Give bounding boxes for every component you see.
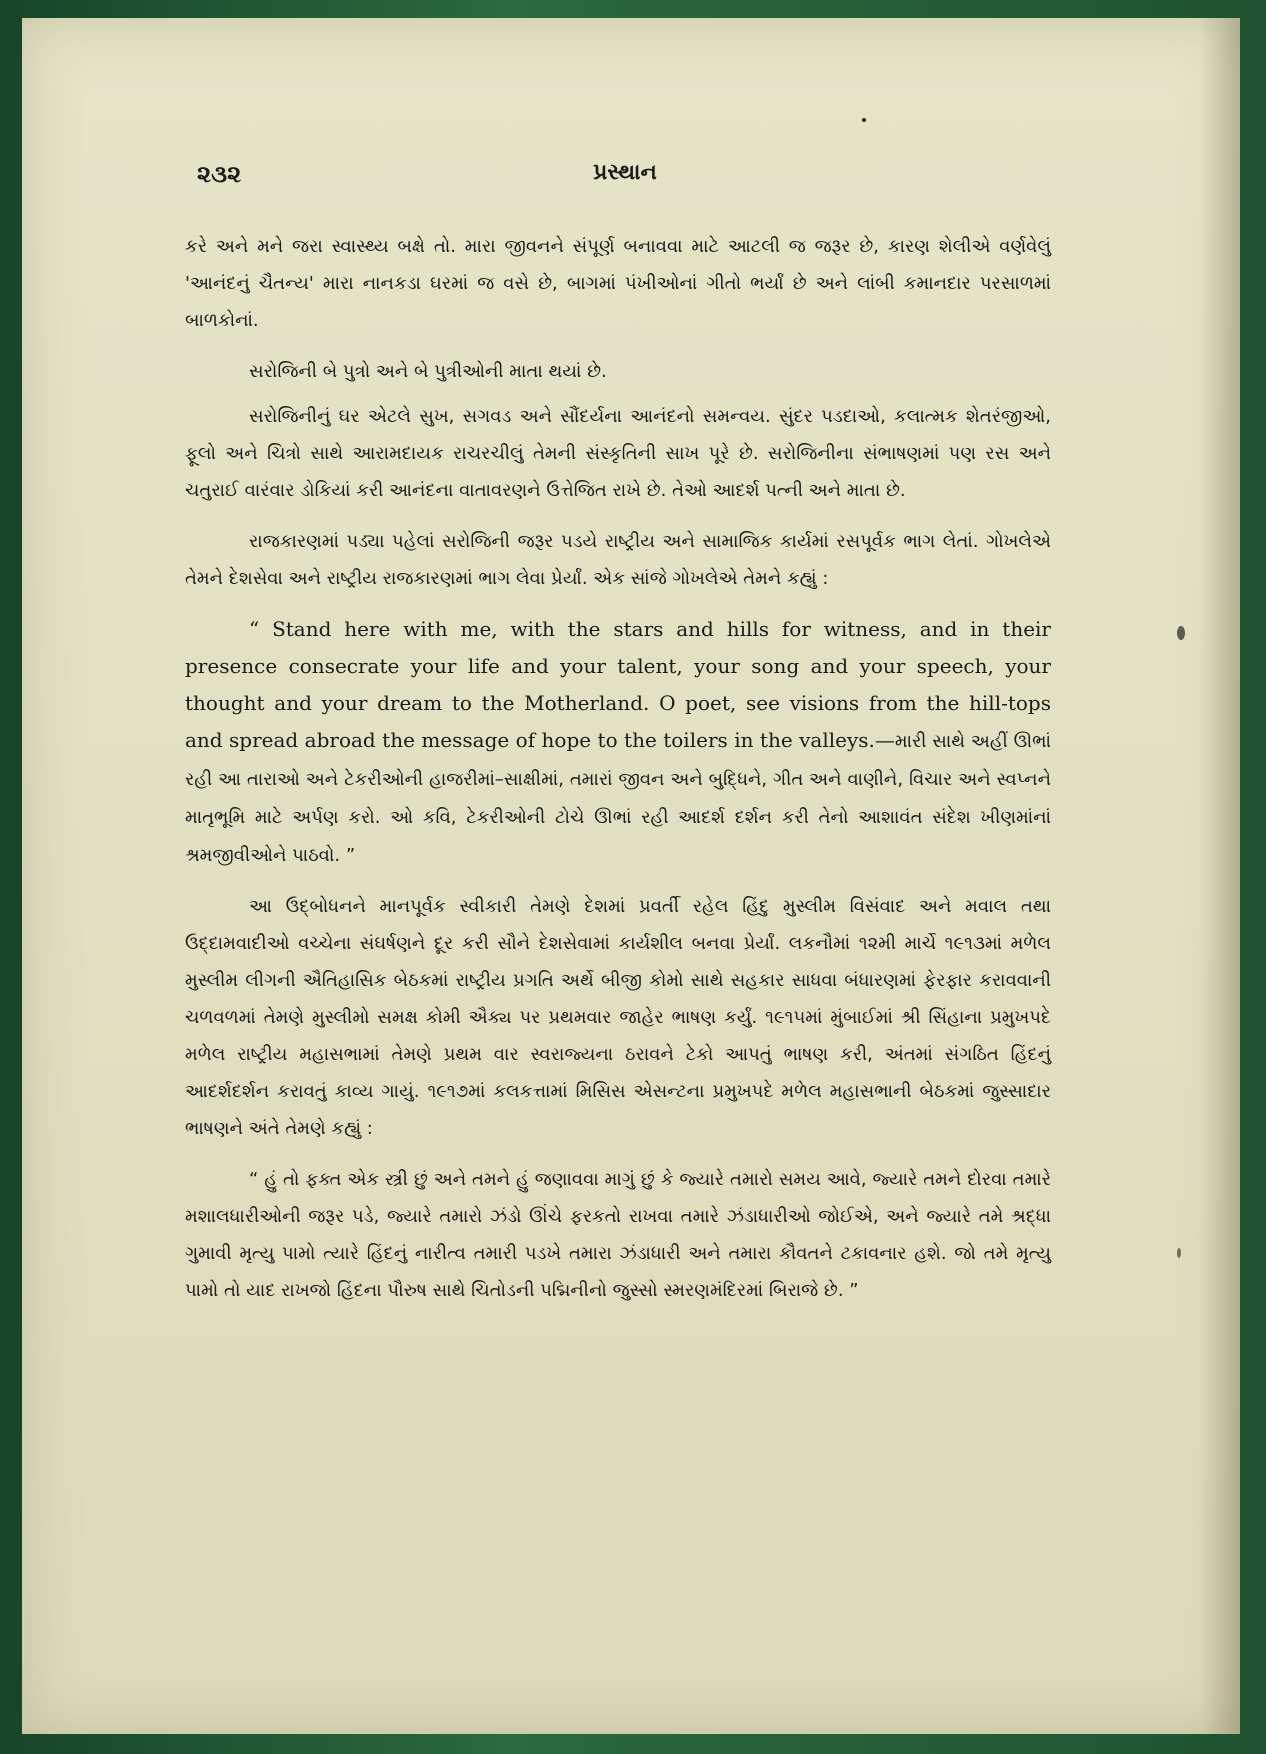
gutter-shadow [1200, 18, 1240, 1734]
paragraph-1: કરે અને મને જરા સ્વાસ્થ્ય બક્ષે તો. મારા જીવનને સંપૂર્ણ બનાવવા માટે આટલી જ જરૂર છે, કારણ શેલીએ વર્ણવેલું 'આનંદનું ચૈતન્ય' મારા નાનકડા ઘરમાં જ વસે છે, બાગમાં પંખીઓનાં ગીતો ભર્યાં છે અને લાંબી કમાનદાર પરસાળમાં બાળકોનાં. [185, 236, 1051, 331]
quote-gujarati: મારી સાથે અહીં ઊભાં રહી આ તારાઓ અને ટેકરીઓની હાજરીમાં–સાક્ષીમાં, તમારાં જીવન અને બુદ્ધિને, ગીત અને વાણીને, વિચાર અને સ્વપ્નને માતૃભૂમિ માટે અર્પણ કરો. ઓ કવિ, ટેકરીઓની ટોચે ઊભાં રહી આદર્શ દર્શન કરી તેનો આશાવંત સંદેશ ખીણમાંનાં શ્રમજીવીઓને પાઠવો. ” [185, 731, 1051, 866]
page-body [185, 228, 1051, 1309]
specks [862, 118, 866, 122]
specks [1177, 626, 1185, 640]
running-head: પ્રસ્થાન [593, 160, 657, 185]
page-number: ૨૩૨ [197, 160, 242, 188]
quote-sarojini: “ હું તો ફક્ત એક સ્ત્રી છું અને તમને હું જણાવવા માગું છું કે જ્યારે તમારો સમય આવે, જ્યારે તમને દોરવા તમારે મશાલધારીઓની જરૂર પડે, જ્યારે તમારો ઝંડો ઊંચે ફરકતો રાખવા તમારે ઝંડાધારીઓ જોઈએ, અને જ્યારે તમે શ્રદ્ધા ગુમાવી મૃત્યુ પામો ત્યારે હિંદનું નારીત્વ તમારી પડખે તમારા ઝંડાધારી અને તમારા કૌવતને ટકાવનાર હશે. જો તમે મૃત્યુ પામો તો યાદ રાખજો હિંદના પૌરુષ સાથે ચિતોડની પદ્મિનીનો જુસ્સો સ્મરણમંદિરમાં બિરાજે છે. ” [185, 1169, 1051, 1301]
quote-english: “ Stand here with me, with the stars and hills for witness, and in their presence consecrate your life and your talent, your song and your speech, your thought and your dream to the Motherland. O poet, see visions from the hill-tops and spread abroad the message of hope to the toilers in the valleys.— [185, 617, 1051, 752]
paragraph-6: આ ઉદ્‌બોધનને માનપૂર્વક સ્વીકારી તેમણે દેશમાં પ્રવર્તી રહેલ હિંદુ મુસ્લીમ વિસંવાદ અને મવાલ તથા ઉદ્દામવાદીઓ વચ્ચેના સંઘર્ષણને દૂર કરી સૌને દેશસેવામાં કાર્યશીલ બનવા પ્રેર્યાં. લકનૌમાં ૧૨મી માર્ચે ૧૯૧૩માં મળેલ મુસ્લીમ લીગની ઐતિહાસિક બેઠકમાં રાષ્ટ્રીય પ્રગતિ અર્થે બીજી કોમો સાથે સહકાર સાધવા બંધારણમાં ફેરફાર કરાવવાની ચળવળમાં તેમણે મુસ્લીમો સમક્ષ કોમી ઐક્ય પર પ્રથમવાર જાહેર ભાષણ કર્યું. ૧૯૧૫માં મુંબાઈમાં શ્રી સિંહાના પ્રમુખપદે મળેલ રાષ્ટ્રીય મહાસભામાં તેમણે પ્રથમ વાર સ્વરાજ્યના ઠરાવને ટેકો આપતું ભાષણ કરી, અંતમાં સંગઠિત હિંદનું આદર્શદર્શન કરાવતું કાવ્ય ગાયું. ૧૯૧૭માં કલકત્તામાં મિસિસ એસન્ટના પ્રમુખપદે મળેલ મહાસભાની બેઠકમાં જુસ્સાદાર ભાષણને અંતે તેમણે કહ્યું : [185, 896, 1051, 1139]
page-header [185, 160, 1065, 200]
paragraph-2: સરોજિની બે પુત્રો અને બે પુત્રીઓની માતા થયાં છે. [249, 361, 607, 382]
specks [1177, 1248, 1181, 1258]
paragraph-4: રાજકારણમાં પડ્યા પહેલાં સરોજિની જરૂર પડયે રાષ્ટ્રીય અને સામાજિક કાર્યમાં રસપૂર્વક ભાગ લેતાં. ગોખલેએ તેમને દેશસેવા અને રાષ્ટ્રીય રાજકારણમાં ભાગ લેવા પ્રેર્યાં. એક સાંજે ગોખલેએ તેમને કહ્યું : [185, 531, 1051, 589]
paragraph-3: સરોજિનીનું ઘર એટલે સુખ, સગવડ અને સૌંદર્યના આનંદનો સમન્વય. સુંદર પડદાઓ, કલાત્મક શેતરંજીઓ, ફૂલો અને ચિત્રો સાથે આરામદાયક રાચરચીલું તેમની સંસ્કૃતિની સાખ પૂરે છે. સરોજિનીના સંભાષણમાં પણ રસ અને ચતુરાઈ વારંવાર ડોકિયાં કરી આનંદના વાતાવરણને ઉત્તેજિત રાખે છે. તેઓ આદર્શ પત્ની અને માતા છે. [185, 406, 1051, 501]
quote-gokhale [185, 611, 1051, 874]
